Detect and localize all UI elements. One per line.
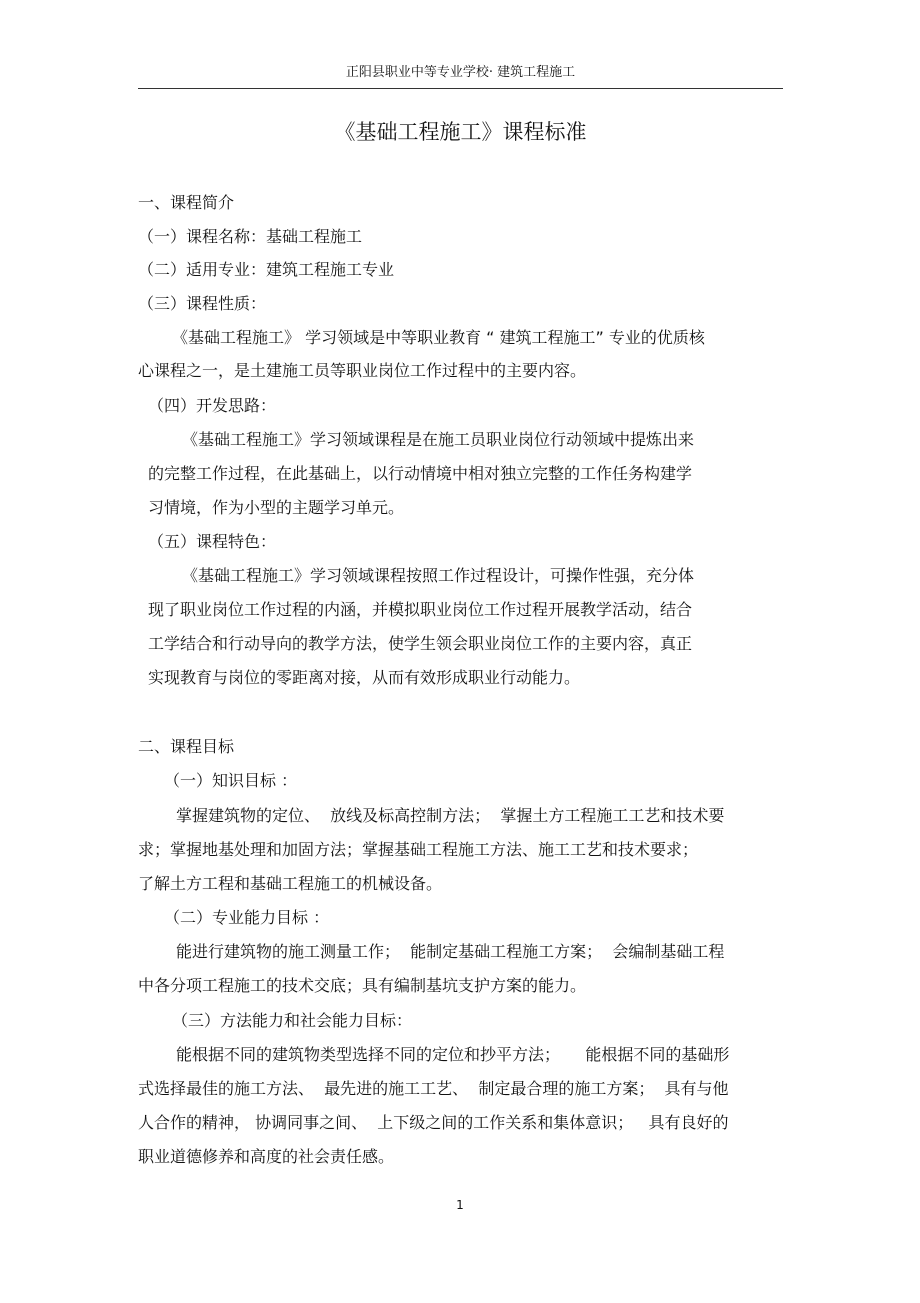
paragraph-line: 职业道德修养和高度的社会责任感。 [138, 1147, 395, 1166]
paragraph-line: 工学结合和行动导向的教学方法，使学生领会职业岗位工作的主要内容，真正 [148, 634, 693, 653]
paragraph-line: 习情境，作为小型的主题学习单元。 [148, 498, 405, 517]
development-idea-heading: （四）开发思路： [148, 396, 277, 415]
paragraph-line: 人合作的精神， 协调同事之间、 上下级之间的工作关系和集体意识； 具有良好的 [138, 1113, 729, 1132]
paragraph-line: 心课程之一，是土建施工员等职业岗位工作过程中的主要内容。 [138, 361, 587, 380]
paragraph-line: 求；掌握地基处理和加固方法；掌握基础工程施工方法、施工工艺和技术要求； [138, 840, 699, 859]
course-feature-heading: （五）课程特色： [148, 532, 277, 551]
knowledge-goal-heading: （一）知识目标 ： [164, 771, 298, 790]
paragraph-line: 了解土方工程和基础工程施工的机械设备。 [138, 874, 443, 893]
paragraph-line: 式选择最佳的施工方法、 最先进的施工工艺、 制定最合理的施工方案； 具有与他 [138, 1079, 729, 1098]
applicable-major: （二）适用专业：建筑工程施工专业 [138, 260, 395, 279]
paragraph-line: 现了职业岗位工作过程的内涵，并模拟职业岗位工作过程开展教学活动，结合 [148, 600, 693, 619]
section-heading-intro: 一、课程简介 [138, 193, 235, 212]
page-header: 正阳县职业中等专业学校· 建筑工程施工 [345, 65, 576, 80]
section-heading-goals: 二、课程目标 [138, 737, 235, 756]
page-number: 1 [456, 1198, 464, 1212]
paragraph-line: 能进行建筑物的施工测量工作； 能制定基础工程施工方案； 会编制基础工程 [176, 942, 725, 961]
paragraph-line: 实现教育与岗位的零距离对接，从而有效形成职业行动能力。 [148, 668, 581, 687]
course-nature-heading: （三）课程性质： [138, 294, 267, 313]
course-name: （一）课程名称：基础工程施工 [138, 227, 363, 246]
paragraph-line: 《基础工程施工》 学习领域是中等职业教育 “ 建筑工程施工” 专业的优质核 [172, 328, 705, 347]
ability-goal-heading: （二）专业能力目标 ： [164, 908, 330, 927]
method-goal-heading: （三）方法能力和社会能力目标： [172, 1011, 413, 1030]
document-title: 《基础工程施工》课程标准 [334, 120, 587, 144]
paragraph-line: 能根据不同的建筑物类型选择不同的定位和抄平方法； 能根据不同的基础形 [176, 1045, 730, 1064]
paragraph-line: 《基础工程施工》学习领域课程按照工作过程设计，可操作性强，充分体 [182, 566, 695, 585]
paragraph-line: 掌握建筑物的定位、 放线及标高控制方法； 掌握土方工程施工工艺和技术要 [176, 806, 725, 825]
paragraph-line: 《基础工程施工》学习领域课程是在施工员职业岗位行动领域中提炼出来 [182, 430, 695, 449]
header-divider [138, 88, 783, 89]
paragraph-line: 的完整工作过程，在此基础上，以行动情境中相对独立完整的工作任务构建学 [148, 464, 693, 483]
paragraph-line: 中各分项工程施工的技术交底；具有编制基坑支护方案的能力。 [138, 976, 587, 995]
